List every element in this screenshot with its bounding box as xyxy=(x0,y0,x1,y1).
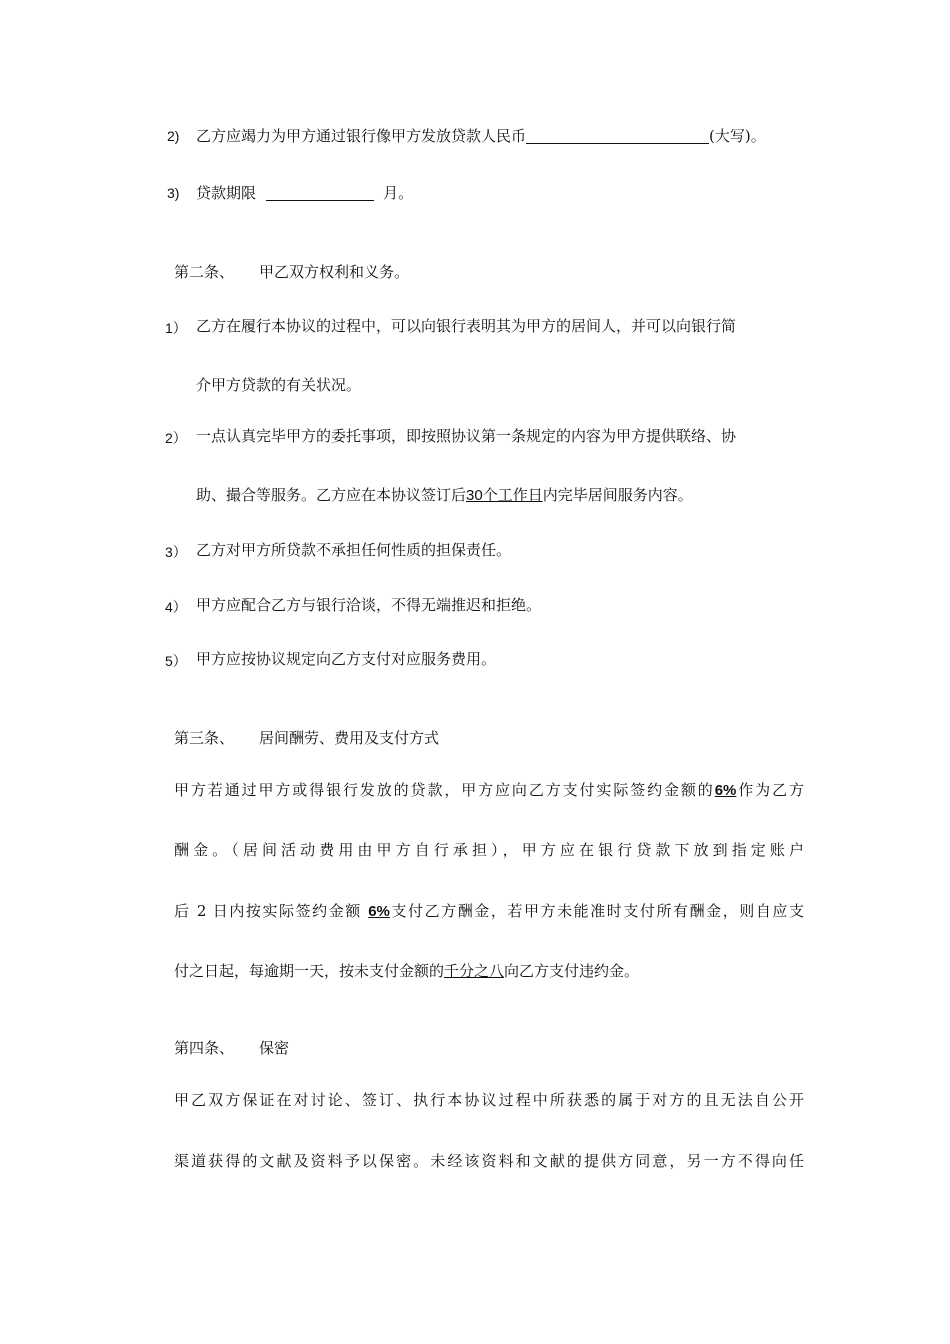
work-days-underlined: 30个工作日 xyxy=(466,487,543,504)
item-number: 3) xyxy=(167,185,180,201)
item-number: 2) xyxy=(167,128,180,144)
fee-percent: 6% xyxy=(714,782,737,799)
amount-blank xyxy=(526,127,709,144)
item-text: 乙方应竭力为甲方通过银行像甲方发放贷款人民币 (大写)。 xyxy=(196,127,766,145)
section-2-heading: 第二条、 甲乙双方权利和义务。 xyxy=(174,263,410,281)
section-3-heading: 第三条、 居间酬劳、费用及支付方式 xyxy=(174,729,440,747)
item-text: 贷款期限 月。 xyxy=(196,184,414,202)
term-blank xyxy=(266,184,374,201)
fee-percent: 6% xyxy=(368,903,390,920)
penalty-rate-underlined: 千分之八 xyxy=(444,963,505,980)
section-4-heading: 第四条、 保密 xyxy=(174,1039,290,1057)
